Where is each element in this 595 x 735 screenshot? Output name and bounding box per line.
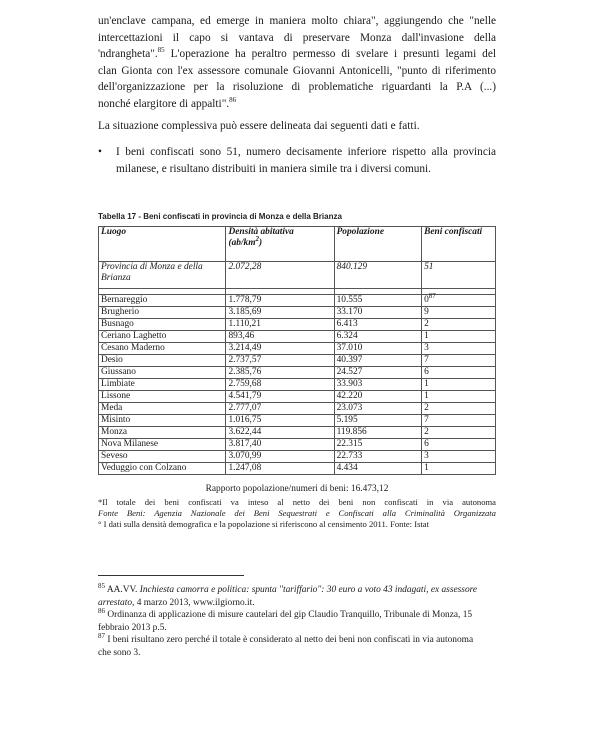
cell-densita-text: 2.777,07 xyxy=(228,403,262,413)
cell-beni-text: 3 xyxy=(424,451,429,461)
cell-densita-text: 1.778,79 xyxy=(228,295,262,305)
footnote-85 xyxy=(98,581,496,609)
cell-luogo xyxy=(99,427,226,439)
cell-beni-text: 9 xyxy=(424,307,429,317)
cell-popolazione xyxy=(334,379,422,391)
cell-popolazione-text: 40.397 xyxy=(336,355,363,365)
cell-luogo-text: Misinto xyxy=(101,415,131,425)
footnote-87 xyxy=(98,631,496,659)
cell-densita-text: 893,46 xyxy=(228,331,255,341)
cell-densita xyxy=(226,439,334,451)
cell-densita xyxy=(226,391,334,403)
footnote-divider xyxy=(98,575,244,576)
cell-beni: 51 xyxy=(422,262,496,289)
table-row xyxy=(99,343,496,355)
cell-popolazione-text: 5.195 xyxy=(336,415,358,425)
cell-beni xyxy=(422,379,496,391)
table-row xyxy=(99,427,496,439)
cell-beni-text: 1 xyxy=(424,463,429,473)
cell-beni-text: 7 xyxy=(424,355,429,365)
cell-densita xyxy=(226,367,334,379)
cell-popolazione xyxy=(334,343,422,355)
cell-beni xyxy=(422,307,496,319)
footnote-ref-86[interactable]: 86 xyxy=(229,96,237,105)
cell-beni xyxy=(422,367,496,379)
cell-beni-text: 2 xyxy=(424,403,429,413)
cell-beni xyxy=(422,291,496,307)
summary-paragraph xyxy=(98,118,496,135)
cell-densita xyxy=(226,331,334,343)
note-source xyxy=(98,508,496,519)
header-luogo: Luogo xyxy=(99,227,226,262)
cell-densita-text: 3.185,69 xyxy=(228,307,262,317)
cell-luogo-text: Bernareggio xyxy=(101,295,148,305)
cell-densita-text: 1.247,08 xyxy=(228,463,262,473)
cell-densita-text: 3.817,40 xyxy=(228,439,262,449)
cell-popolazione xyxy=(334,307,422,319)
cell-popolazione xyxy=(334,415,422,427)
cell-luogo-text: Desio xyxy=(101,355,123,365)
cell-beni xyxy=(422,343,496,355)
cell-densita-text: 1.016,75 xyxy=(228,415,262,425)
cell-luogo-text: Limbiate xyxy=(101,379,135,389)
cell-luogo-text: Brugherio xyxy=(101,307,140,317)
cell-densita-text: 3.622,44 xyxy=(228,427,262,437)
cell-densita xyxy=(226,415,334,427)
table-row xyxy=(99,451,496,463)
cell-luogo-text: Giussano xyxy=(101,367,136,377)
cell-popolazione xyxy=(334,439,422,451)
cell-luogo xyxy=(99,343,226,355)
table-row xyxy=(99,331,496,343)
cell-beni-text: 6 xyxy=(424,439,429,449)
cell-beni xyxy=(422,463,496,475)
cell-beni-text: 0 xyxy=(424,295,429,305)
cell-popolazione-text: 37.010 xyxy=(336,343,363,353)
cell-popolazione-text: 4.434 xyxy=(336,463,358,473)
cell-densita xyxy=(226,427,334,439)
table-row xyxy=(99,295,496,307)
header-densita-label: Densità abitativa xyxy=(228,227,294,237)
cell-luogo-text: Ceriano Laghetto xyxy=(101,331,167,341)
cell-popolazione-text: 24.527 xyxy=(336,367,363,377)
cell-densita-text: 1.110,21 xyxy=(228,319,261,329)
cell-beni xyxy=(422,391,496,403)
cell-popolazione xyxy=(334,331,422,343)
header-densita-unit: (ab/km xyxy=(228,238,256,248)
cell-beni xyxy=(422,439,496,451)
cell-beni-text: 6 xyxy=(424,367,429,377)
intro-line: dell'organizzazione per la risoluzione di problematiche riguardanti la P.A (...) xyxy=(98,81,496,94)
table-ratio: Rapporto popolazione/numeri di beni: 16.473,12 xyxy=(205,484,389,494)
cell-beni xyxy=(422,319,496,331)
cell-luogo-text: Veduggio con Colzano xyxy=(101,463,187,473)
cell-popolazione xyxy=(334,463,422,475)
cell-densita xyxy=(226,379,334,391)
footnote-87-number: 87 xyxy=(98,631,105,640)
summary-text: La situazione complessiva può essere delineata dai seguenti dati e fatti. xyxy=(98,120,420,132)
cell-densita-text: 4.541,79 xyxy=(228,391,262,401)
cell-luogo-text: Meda xyxy=(101,403,123,413)
table-row xyxy=(99,439,496,451)
cell-luogo xyxy=(99,463,226,475)
footnote-ref-87[interactable]: 87 xyxy=(428,291,436,300)
cell-popolazione-text: 22.315 xyxy=(336,439,363,449)
cell-luogo xyxy=(99,331,226,343)
note-census: ° I dati sulla densità demografica e la popolazione si riferiscono al censimento 2011. Fonte: Istat xyxy=(98,519,430,529)
cell-popolazione-text: 33.903 xyxy=(336,379,363,389)
cell-luogo xyxy=(99,415,226,427)
intro-line-last xyxy=(98,96,496,113)
cell-popolazione xyxy=(334,427,422,439)
cell-densita-text: 3.214,49 xyxy=(228,343,262,353)
cell-luogo xyxy=(99,451,226,463)
cell-densita xyxy=(226,343,334,355)
footnote-86-line2: febbraio 2013 p.5. xyxy=(98,622,167,633)
cell-beni-text: 2 xyxy=(424,427,429,437)
footnote-86-number: 86 xyxy=(98,606,105,615)
bullet-text xyxy=(116,144,496,177)
footnote-85-rest: , 4 marzo 2013, www.ilgiorno.it. xyxy=(132,597,255,608)
cell-beni xyxy=(422,331,496,343)
footnote-85-title-cont: arrestato xyxy=(98,597,133,608)
footnote-87-line1 xyxy=(98,631,496,647)
cell-popolazione xyxy=(334,295,422,307)
cell-beni xyxy=(422,355,496,367)
table-row xyxy=(99,463,496,475)
cell-popolazione xyxy=(334,319,422,331)
table-row xyxy=(99,367,496,379)
footnote-85-title: Inchiesta camorra e politica: spunta "tariffario": 30 euro a voto 43 indagati, ex assessore xyxy=(139,585,478,595)
note-source-text: Agenzia Nazionale dei Beni Sequestrati e Confiscati alla Criminalità Organizzata xyxy=(154,508,496,518)
bullet-line: I beni confiscati sono 51, numero decisamente inferiore rispetto alla provincia xyxy=(116,146,496,158)
table-row xyxy=(99,307,496,319)
cell-luogo-text: Lissone xyxy=(101,391,131,401)
cell-beni xyxy=(422,451,496,463)
table-caption: Tabella 17 - Beni confiscati in provincia di Monza e della Brianza xyxy=(98,212,342,221)
intro-line-text: nonché elargitore di appalti". xyxy=(98,97,230,110)
table-row-province xyxy=(99,262,496,289)
table-row xyxy=(99,403,496,415)
footnote-86-text: Ordinanza di applicazione di misure cautelari del gip Claudio Tranquillo, Tribunale di Monza, 15 xyxy=(107,610,473,620)
note-source-label: Fonte Beni: xyxy=(98,508,146,518)
cell-popolazione-text: 33.170 xyxy=(336,307,363,317)
cell-densita xyxy=(226,463,334,475)
cell-luogo-text: Nova Milanese xyxy=(101,439,159,449)
header-beni: Beni confiscati xyxy=(422,227,496,262)
cell-luogo xyxy=(99,379,226,391)
cell-luogo: Provincia di Monza e della Brianza xyxy=(99,262,226,289)
table-header-row xyxy=(99,227,496,262)
cell-densita xyxy=(226,451,334,463)
cell-luogo xyxy=(99,403,226,415)
cell-densita-text: 2.737,57 xyxy=(228,355,262,365)
cell-luogo-text: Monza xyxy=(101,427,128,437)
cell-popolazione xyxy=(334,355,422,367)
cell-popolazione-text: 119.856 xyxy=(336,427,367,437)
cell-luogo xyxy=(99,439,226,451)
confiscated-assets-table xyxy=(98,226,496,475)
cell-beni-text: 1 xyxy=(424,331,429,341)
header-densita xyxy=(226,227,334,262)
footnote-85-line2 xyxy=(98,597,496,610)
cell-densita xyxy=(226,355,334,367)
cell-luogo-text: Busnago xyxy=(101,319,134,329)
intro-line-with-ref xyxy=(98,46,496,63)
header-densita-sup: 2 xyxy=(255,234,260,243)
table-row xyxy=(99,391,496,403)
cell-luogo xyxy=(99,367,226,379)
bullet-line: milanese, e risultano distribuiti in maniera simile tra i diversi comuni. xyxy=(116,162,431,175)
cell-luogo-text: Seveso xyxy=(101,451,128,461)
header-popolazione: Popolazione xyxy=(334,227,422,262)
cell-densita-text: 2.759,68 xyxy=(228,379,262,389)
cell-luogo xyxy=(99,295,226,307)
cell-popolazione: 840.129 xyxy=(334,262,422,289)
table-row xyxy=(99,415,496,427)
cell-popolazione xyxy=(334,391,422,403)
cell-luogo-text: Cesano Maderno xyxy=(101,343,165,353)
cell-densita-text: 3.070,99 xyxy=(228,451,262,461)
cell-beni xyxy=(422,415,496,427)
footnote-87-line2: che sono 3. xyxy=(98,647,141,658)
cell-popolazione-text: 42.220 xyxy=(336,391,363,401)
cell-popolazione-text: 6.413 xyxy=(336,319,358,329)
cell-popolazione xyxy=(334,367,422,379)
cell-popolazione-text: 10.555 xyxy=(336,295,363,305)
cell-beni-text: 1 xyxy=(424,391,429,401)
intro-line-text: L'operazione ha peraltro permesso di svelare i presunti legami del xyxy=(164,48,496,61)
note-total: *Il totale dei beni confiscati va inteso al netto dei beni non confiscati in via autonoma xyxy=(98,497,496,507)
cell-beni-text: 3 xyxy=(424,343,429,353)
cell-densita-text: 2.385,76 xyxy=(228,367,262,377)
header-densita-close: ) xyxy=(259,238,263,248)
footnote-85-line1 xyxy=(98,581,496,597)
footnote-85-number: 85 xyxy=(98,581,105,590)
footnote-85-author: AA.VV. xyxy=(106,585,138,595)
intro-line-text: 'ndrangheta". xyxy=(98,48,158,61)
cell-popolazione-text: 6.324 xyxy=(336,331,358,341)
cell-beni-text: 7 xyxy=(424,415,429,425)
cell-beni-text: 1 xyxy=(424,379,429,389)
cell-popolazione-text: 23.073 xyxy=(336,403,363,413)
cell-popolazione-text: 22.733 xyxy=(336,451,363,461)
cell-densita xyxy=(226,295,334,307)
cell-beni xyxy=(422,427,496,439)
table-row xyxy=(99,355,496,367)
footnote-ref-85[interactable]: 85 xyxy=(157,46,165,55)
intro-line: clan Gionta con l'ex assessore comunale Giovanni Antonicelli, "punto di riferimento xyxy=(98,64,496,77)
cell-beni-text: 2 xyxy=(424,319,429,329)
footnote-86 xyxy=(98,606,496,634)
table-notes xyxy=(98,497,496,530)
footnote-86-line1 xyxy=(98,606,496,622)
cell-luogo xyxy=(99,319,226,331)
cell-densita xyxy=(226,403,334,415)
cell-luogo xyxy=(99,355,226,367)
cell-densita xyxy=(226,319,334,331)
intro-line: un'enclave campana, ed emerge in maniera molto chiara", aggiungendo che "nelle xyxy=(98,15,496,27)
cell-luogo xyxy=(99,391,226,403)
cell-densita: 2.072,28 xyxy=(226,262,334,289)
cell-popolazione xyxy=(334,403,422,415)
cell-beni xyxy=(422,403,496,415)
cell-luogo xyxy=(99,307,226,319)
footnote-87-text: I beni risultano zero perché il totale è considerato al netto dei beni non confiscati in via autonoma xyxy=(107,635,474,645)
cell-popolazione xyxy=(334,451,422,463)
table-row xyxy=(99,379,496,391)
cell-densita xyxy=(226,307,334,319)
intro-line: intercettazioni il capo si vantava di preservare Monza dall'invasione della xyxy=(98,31,496,44)
table-row xyxy=(99,319,496,331)
bullet-icon: • xyxy=(98,146,102,158)
intro-paragraph xyxy=(98,13,496,113)
